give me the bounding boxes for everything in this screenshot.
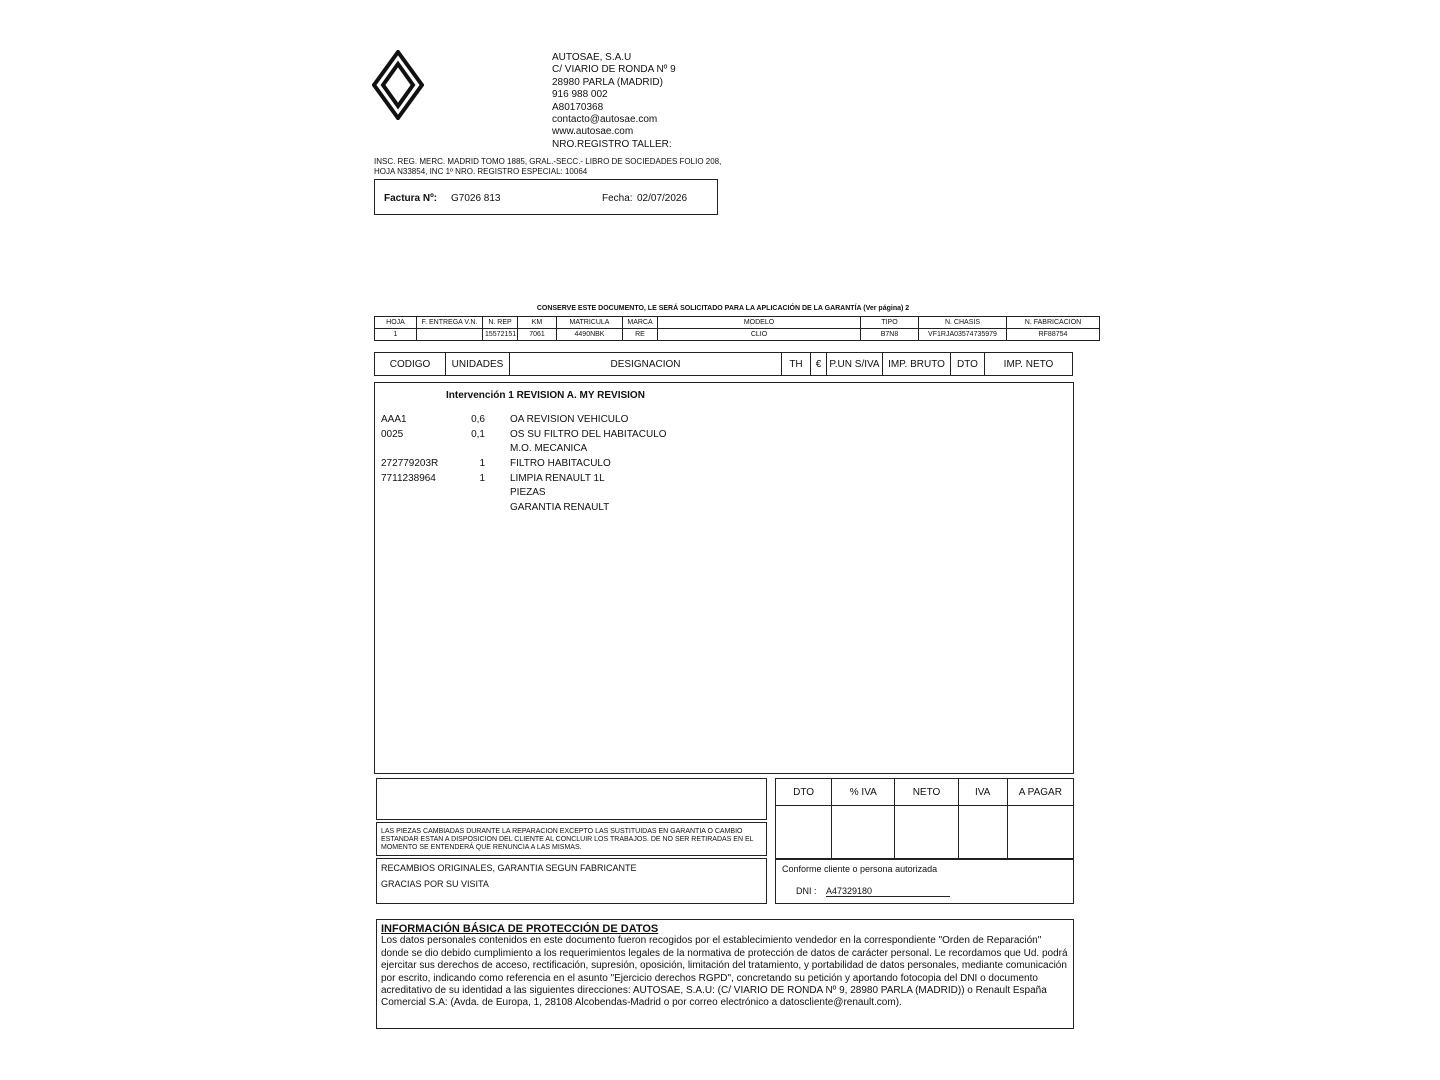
column-codigo: CODIGO bbox=[375, 353, 446, 376]
registry-line-1: INSC. REG. MERC. MADRID TOMO 1885, GRAL.-SECC.- LIBRO DE SOCIEDADES FOLIO 208, bbox=[374, 157, 722, 166]
company-cif: A80170368 bbox=[552, 101, 604, 113]
vehicle-header: TIPO bbox=[861, 317, 919, 329]
column-imp-bruto: IMP. BRUTO bbox=[883, 353, 951, 376]
parts-legal-note: LAS PIEZAS CAMBIADAS DURANTE LA REPARACION EXCEPTO LAS SUSTITUIDAS EN GARANTIA O CAMBIO ESTANDAR ESTAN A DISPOSICION DEL CLIENTE AL CONCLUIR LOS TRABAJOS. DE NO SER RETIRADAS EN EL MOMENTO SE ENTENDERÁ QUE RENUNCIA A LAS MISMAS. bbox=[376, 822, 767, 856]
vehicle-value: 15572151 bbox=[483, 329, 518, 341]
line-desc: OA REVISION VEHICULO bbox=[510, 414, 629, 425]
company-info bbox=[552, 52, 676, 151]
line-desc: PIEZAS bbox=[510, 487, 546, 498]
vehicle-header: N. REP bbox=[483, 317, 518, 329]
notes-box bbox=[376, 858, 767, 904]
workshop-registry: NRO.REGISTRO TALLER: bbox=[552, 138, 672, 150]
line-items-header bbox=[374, 352, 1073, 376]
line-qty: 0,6 bbox=[471, 414, 485, 425]
line-desc: FILTRO HABITACULO bbox=[510, 458, 611, 469]
vehicle-header: MARCA bbox=[623, 317, 658, 329]
line-qty: 0,1 bbox=[471, 429, 485, 440]
vehicle-header: N. FABRICACION bbox=[1007, 317, 1100, 329]
mercantile-registry bbox=[374, 157, 721, 176]
invoice-number-label: Factura Nº: bbox=[384, 193, 438, 204]
totals-value-iva bbox=[958, 806, 1007, 860]
registry-line-2: HOJA N33854, INC 1º NRO. REGISTRO ESPECIAL: 10064 bbox=[374, 166, 588, 176]
notes-line-1: RECAMBIOS ORIGINALES, GARANTIA SEGUN FABRICANTE bbox=[381, 863, 637, 873]
vehicle-value bbox=[417, 329, 483, 341]
warranty-notice: CONSERVE ESTE DOCUMENTO, LE SERÁ SOLICITADO PARA LA APLICACIÓN DE LA GARANTÍA (Ver página) 2 bbox=[536, 305, 910, 312]
vehicle-header: MATRICULA bbox=[557, 317, 623, 329]
signature-box bbox=[775, 858, 1074, 904]
company-name: AUTOSAE, S.A.U bbox=[552, 52, 632, 63]
totals-table bbox=[775, 778, 1074, 860]
vehicle-table bbox=[374, 316, 1100, 341]
company-address-2: 28980 PARLA (MADRID) bbox=[552, 76, 663, 88]
column-euro: € bbox=[811, 353, 827, 376]
line-code: 272779203R bbox=[381, 458, 439, 469]
line-desc: OS SU FILTRO DEL HABITACULO bbox=[510, 429, 667, 440]
company-email: contacto@autosae.com bbox=[552, 114, 658, 126]
company-address-1: C/ VIARIO DE RONDA Nº 9 bbox=[552, 64, 676, 76]
line-desc: M.O. MECANICA bbox=[510, 443, 588, 454]
vehicle-value: 4490NBK bbox=[557, 329, 623, 341]
totals-header-neto: NETO bbox=[895, 779, 958, 806]
column-imp-neto: IMP. NETO bbox=[985, 353, 1073, 376]
line-code: 7711238964 bbox=[381, 473, 436, 484]
data-protection-text: Los datos personales contenidos en este documento fueron recogidos por el establecimiento vendedor en la correspondiente "Orden de Reparación" donde se dio debido cumplimiento a los requerimientos legales de la normativa de protección de datos de carácter personal. Le recordamos que Ud. podrá ejercitar sus derechos de acceso, rectificación, supresión, oposición, limitación del tratamiento, y portabilidad de datos personales, mediante comunicación por escrito, indicando como referencia en el asunto "Ejercicio derechos RGPD", concretando su petición y aportando fotocopia del DNI o documento acreditativo de su identidad a las siguientes direcciones: AUTOSAE, S.A.U: (C/ VIARIO DE RONDA Nº 9, 28980 PARLA (MADRID)) o Renault España Comercial S.A: (Avda. de Europa, 1, 28108 Alcobendas-Madrid o por correo electrónico a datoscliente@renault.com). bbox=[381, 935, 1068, 1009]
totals-value-dto bbox=[776, 806, 832, 860]
invoice-date-label: Fecha: bbox=[602, 193, 633, 204]
vehicle-header: F. ENTREGA V.N. bbox=[417, 317, 483, 329]
intervention-title: Intervención 1 REVISION A. MY REVISION bbox=[446, 390, 645, 401]
vehicle-value-row bbox=[375, 329, 1100, 341]
line-qty: 1 bbox=[479, 473, 485, 484]
remarks-box bbox=[376, 778, 767, 820]
column-designacion: DESIGNACION bbox=[510, 353, 782, 376]
vehicle-header: HOJA bbox=[375, 317, 417, 329]
company-phone: 916 988 002 bbox=[552, 89, 608, 101]
vehicle-header: N. CHASIS bbox=[919, 317, 1007, 329]
vehicle-header: KM bbox=[518, 317, 557, 329]
column-th: TH bbox=[782, 353, 811, 376]
totals-value-neto bbox=[895, 806, 958, 860]
totals-header-iva-pct: % IVA bbox=[832, 779, 895, 806]
vehicle-value: 1 bbox=[375, 329, 417, 341]
vehicle-header: MODELO bbox=[658, 317, 861, 329]
invoice-date: 02/07/2026 bbox=[637, 193, 688, 204]
line-items-body bbox=[374, 382, 1074, 774]
invoice-number: G7026 813 bbox=[451, 193, 501, 204]
totals-value-a-pagar bbox=[1007, 806, 1073, 860]
line-desc: LIMPIA RENAULT 1L bbox=[510, 473, 605, 484]
vehicle-value: 7061 bbox=[518, 329, 557, 341]
dni-label: DNI : bbox=[796, 886, 817, 896]
vehicle-header-row bbox=[375, 317, 1100, 329]
totals-header-a-pagar: A PAGAR bbox=[1007, 779, 1073, 806]
totals-value-iva-pct bbox=[832, 806, 895, 860]
vehicle-value: B7N8 bbox=[861, 329, 919, 341]
totals-header-iva: IVA bbox=[958, 779, 1007, 806]
line-code: 0025 bbox=[381, 429, 404, 440]
line-desc: GARANTIA RENAULT bbox=[510, 502, 610, 513]
data-protection-title: INFORMACIÓN BÁSICA DE PROTECCIÓN DE DATOS bbox=[381, 923, 659, 935]
renault-logo bbox=[372, 50, 424, 120]
invoice-header-box bbox=[374, 179, 718, 215]
dni-value: A47329180 bbox=[826, 886, 950, 897]
column-dto: DTO bbox=[951, 353, 985, 376]
vehicle-value: RE bbox=[623, 329, 658, 341]
data-protection-box bbox=[376, 919, 1074, 1029]
vehicle-value: CLIO bbox=[658, 329, 861, 341]
vehicle-value: RF88754 bbox=[1007, 329, 1100, 341]
column-unidades: UNIDADES bbox=[446, 353, 510, 376]
line-code: AAA1 bbox=[381, 414, 407, 425]
company-web: www.autosae.com bbox=[552, 126, 634, 138]
totals-header-dto: DTO bbox=[776, 779, 832, 806]
notes-line-2: GRACIAS POR SU VISITA bbox=[381, 879, 489, 889]
line-qty: 1 bbox=[479, 458, 485, 469]
vehicle-value: VF1RJA03574735979 bbox=[919, 329, 1007, 341]
signature-label: Conforme cliente o persona autorizada bbox=[782, 864, 938, 874]
column-pun: P.UN S/IVA bbox=[827, 353, 883, 376]
